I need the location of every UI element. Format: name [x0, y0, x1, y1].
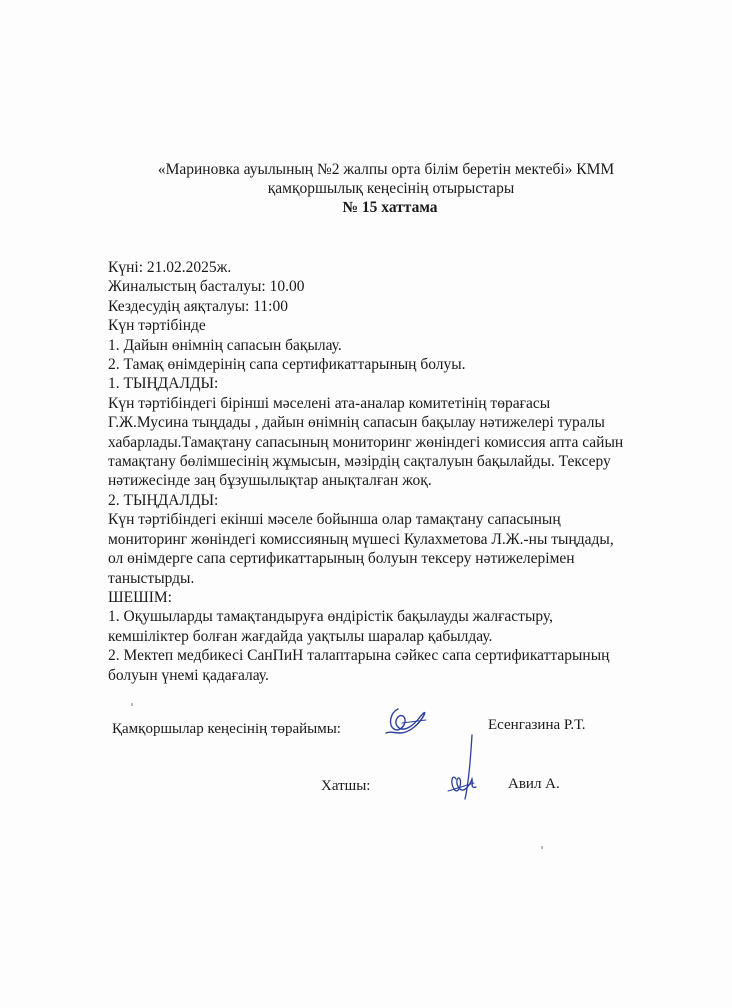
- body-line: ШЕШІМ:: [108, 588, 172, 606]
- scan-speck: [131, 703, 133, 706]
- body-line: 1. Дайын өнімнің сапасын бақылау.: [108, 336, 342, 354]
- header-line-1: «Мариновка ауылының №2 жалпы орта білім беретін мектебі» КММ: [157, 161, 615, 178]
- chair-label: Қамқоршылар кеңесінің төрайымы:: [112, 721, 341, 737]
- body-line: Жиналыстың басталуы: 10.00: [108, 278, 305, 296]
- body-line: тамақтану бөлімшесінің жұмысын, мәзірдің сақталуын бақылайды. Тексеру: [108, 453, 611, 471]
- document-header: [0, 160, 732, 217]
- body-line: таныстырды.: [108, 569, 195, 587]
- protocol-number: № 15 хаттама: [342, 199, 438, 216]
- header-line-2: қамқоршылық кеңесінің отырыстары: [267, 180, 515, 197]
- body-line: 2. Мектеп медбикесі СанПиН талаптарына сәйкес сапа сертификаттарының: [108, 647, 610, 665]
- body-line: 2. Тамақ өнімдерінің сапа сертификаттарының болуы.: [108, 356, 466, 374]
- body-line: Күн тәртібіндегі бірінші мәселені ата-аналар комитетінің төрағасы: [108, 394, 551, 412]
- body-line: Күн тәртібіндегі екінші мәселе бойынша олар тамақтану сапасының: [108, 511, 561, 529]
- document-body: [108, 258, 688, 685]
- body-line: хабарлады.Тамақтану сапасының мониторинг жөніндегі комиссия апта сайын: [108, 433, 624, 451]
- secretary-signature: [442, 733, 482, 801]
- body-line: Күні: 21.02.2025ж.: [108, 259, 232, 276]
- body-line: Кездесудің аяқталуы: 11:00: [108, 297, 288, 315]
- body-line: 2. ТЫҢДАЛДЫ:: [108, 491, 219, 509]
- body-line: 1. Оқушыларды тамақтандыруға өндірістік бақылауды жалғастыру,: [108, 608, 553, 626]
- secretary-name: Авил А.: [508, 776, 560, 792]
- body-line: Күн тәртібінде: [108, 317, 206, 335]
- body-line: мониторинг жөніндегі комиссияның мүшесі Кулахметова Л.Ж.-ны тыңдады,: [108, 530, 614, 548]
- chair-signature: [380, 703, 430, 737]
- body-line: 1. ТЫҢДАЛДЫ:: [108, 375, 219, 393]
- chair-name: Есенгазина Р.Т.: [488, 717, 586, 733]
- body-line: Г.Ж.Мусина тыңдады , дайын өнімнің сапасын бақылау нәтижелері туралы: [108, 414, 605, 432]
- secretary-label: Хатшы:: [321, 778, 371, 794]
- body-line: нәтижесінде заң бұзушылықтар анықталған жоқ.: [108, 472, 432, 490]
- scan-speck: [541, 846, 543, 849]
- body-line: кемшіліктер болған жағдайда уақтылы шаралар қабылдау.: [108, 627, 493, 645]
- body-line: ол өнімдерге сапа сертификаттарының болуын тексеру нәтижелерімен: [108, 550, 575, 568]
- body-line: болуын үнемі қадағалау.: [108, 666, 269, 684]
